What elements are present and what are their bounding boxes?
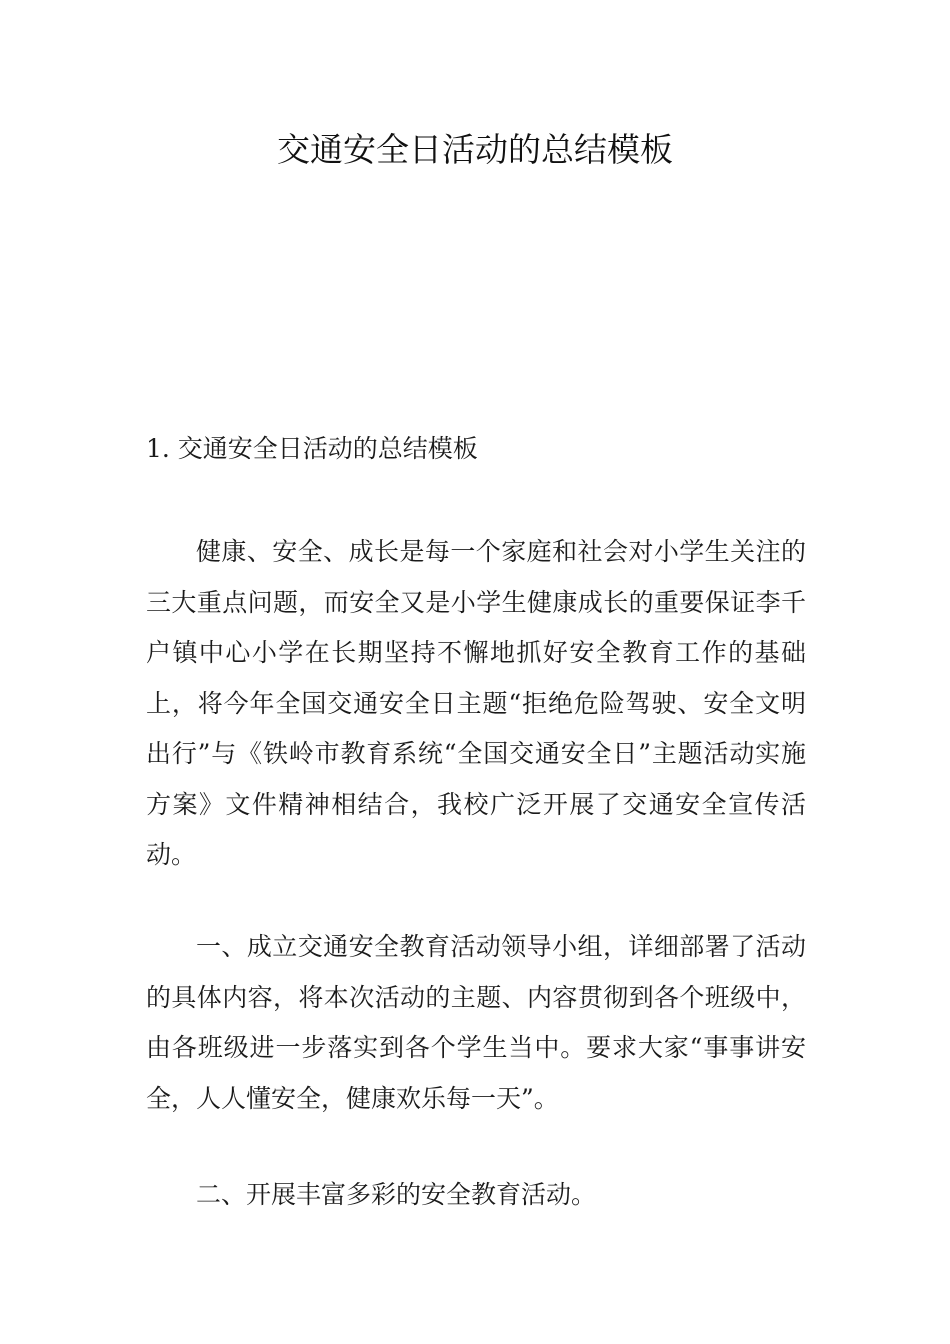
section-heading: 1. 交通安全日活动的总结模板 [146,434,478,463]
paragraph-point-one: 一、成立交通安全教育活动领导小组，详细部署了活动的具体内容，将本次活动的主题、内容贯彻到各个班级中，由各班级进一步落实到各个学生当中。要求大家“事事讲安全，人人懂安全，健康欢乐每一天”。 [146,932,806,1113]
paragraph-intro: 健康、安全、成长是每一个家庭和社会对小学生关注的三大重点问题，而安全又是小学生健康成长的重要保证李千户镇中心小学在长期坚持不懈地抓好安全教育工作的基础上，将今年全国交通安全日主题“拒绝危险驾驶、安全文明出行”与《铁岭市教育系统“全国交通安全日”主题活动实施方案》文件精神相结合，我校广泛开展了交通安全宣传活动。 [146,537,806,869]
paragraph-point-two: 二、开展丰富多彩的安全教育活动。 [196,1180,597,1209]
document-title: 交通安全日活动的总结模板 [277,130,673,169]
